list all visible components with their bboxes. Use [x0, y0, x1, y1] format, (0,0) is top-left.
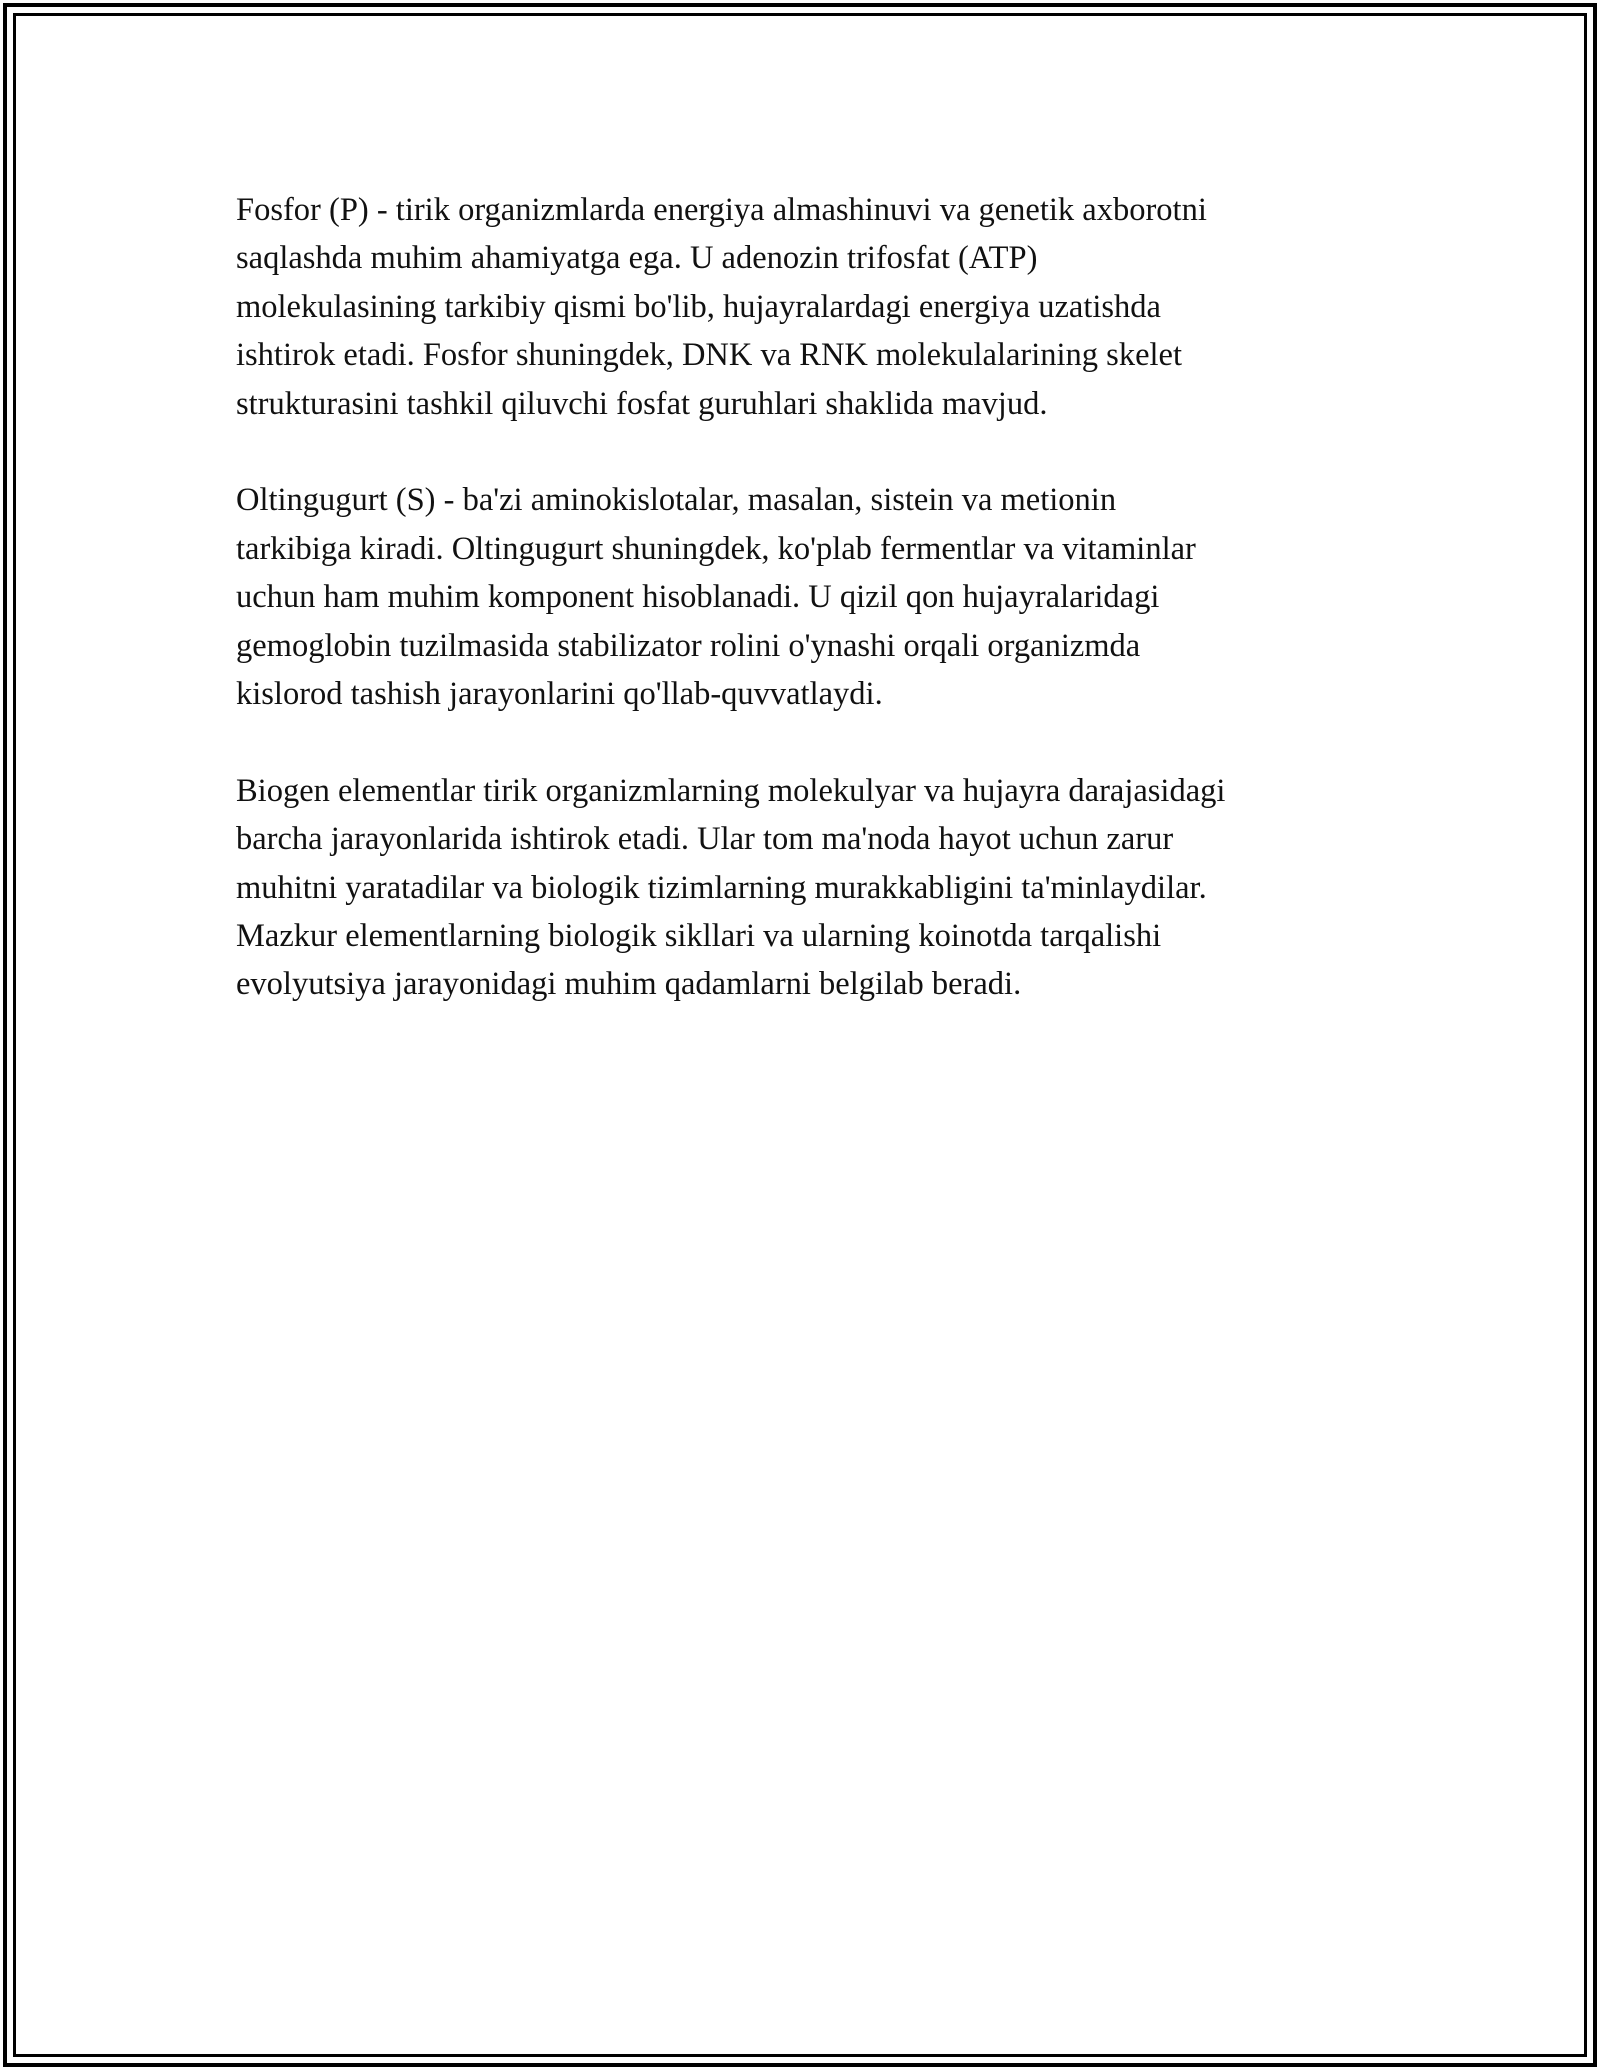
- text-line: gemoglobin tuzilmasida stabilizator rolini o'ynashi orqali organizmda: [236, 627, 1141, 664]
- text-line: kislorod tashish jarayonlarini qo'llab-quvvatlaydi.: [236, 676, 883, 713]
- text-line: saqlashda muhim ahamiyatga ega. U adenozin trifosfat (ATP): [236, 240, 1038, 277]
- text-line: evolyutsiya jarayonidagi muhim qadamlarni belgilab beradi.: [236, 966, 1022, 1003]
- text-line: Fosfor (P) - tirik organizmlarda energiya almashinuvi va genetik axborotni: [236, 192, 1207, 228]
- text-line: strukturasini tashkil qiluvchi fosfat guruhlari shaklida mavjud.: [236, 385, 1048, 422]
- paragraph-biogenic-elements: [236, 767, 1376, 1009]
- text-line: molekulasining tarkibiy qismi bo'lib, hujayralardagi energiya uzatishda: [236, 288, 1161, 325]
- text-line: Oltingugurt (S) - ba'zi aminokislotalar, masalan, sistein va metionin: [236, 482, 1117, 519]
- text-line: muhitni yaratadilar va biologik tizimlarning murakkabligini ta'minlaydilar.: [236, 869, 1207, 906]
- text-line: Mazkur elementlarning biologik sikllari va ularning koinotda tarqalishi: [236, 918, 1162, 955]
- paragraph-phosphorus: [236, 186, 1376, 428]
- text-line: Biogen elementlar tirik organizmlarning molekulyar va hujayra darajasidagi: [236, 772, 1226, 809]
- text-line: tarkibiga kiradi. Oltingugurt shuningdek, ko'plab fermentlar va vitaminlar: [236, 530, 1196, 567]
- text-line: ishtirok etadi. Fosfor shuningdek, DNK va RNK molekulalarining skelet: [236, 337, 1182, 374]
- paragraph-sulfur: [236, 476, 1376, 718]
- document-body: [236, 186, 1376, 1057]
- text-line: uchun ham muhim komponent hisoblanadi. U qizil qon hujayralaridagi: [236, 579, 1160, 616]
- text-line: barcha jarayonlarida ishtirok etadi. Ular tom ma'noda hayot uchun zarur: [236, 821, 1174, 858]
